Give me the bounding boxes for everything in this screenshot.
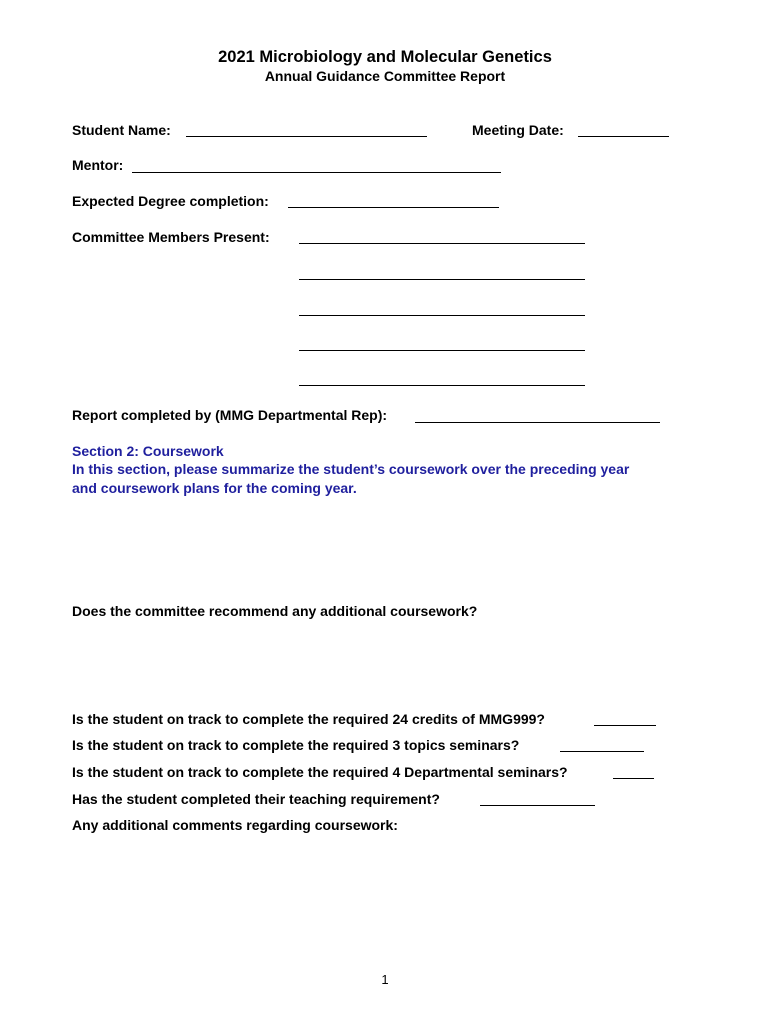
expected-degree-field[interactable] — [288, 207, 499, 208]
committee-member-field-2[interactable] — [299, 279, 585, 280]
topics-seminars-question: Is the student on track to complete the required 3 topics seminars? — [72, 737, 520, 753]
committee-member-field-3[interactable] — [299, 315, 585, 316]
document-subtitle: Annual Guidance Committee Report — [264, 68, 506, 84]
committee-member-field-5[interactable] — [299, 385, 585, 386]
report-completed-by-field[interactable] — [415, 422, 660, 423]
report-completed-by-label: Report completed by (MMG Departmental Rep): — [72, 407, 388, 423]
document-title: 2021 Microbiology and Molecular Genetics — [218, 48, 552, 66]
credits-mmg999-field[interactable] — [594, 725, 656, 726]
page-number: 1 — [381, 972, 389, 987]
meeting-date-label: Meeting Date: — [472, 122, 564, 138]
teaching-requirement-field[interactable] — [480, 805, 595, 806]
meeting-date-field[interactable] — [578, 136, 669, 137]
additional-coursework-question: Does the committee recommend any additional coursework? — [72, 603, 478, 619]
section-2-instruction-line-2: and coursework plans for the coming year. — [72, 480, 357, 496]
departmental-seminars-field[interactable] — [613, 778, 654, 779]
teaching-requirement-question: Has the student completed their teaching requirement? — [72, 791, 440, 807]
mentor-field[interactable] — [132, 172, 501, 173]
topics-seminars-field[interactable] — [560, 751, 644, 752]
credits-mmg999-question: Is the student on track to complete the required 24 credits of MMG999? — [72, 711, 545, 727]
mentor-label: Mentor: — [72, 157, 124, 173]
departmental-seminars-question: Is the student on track to complete the required 4 Departmental seminars? — [72, 764, 568, 780]
section-2-instruction-line-1: In this section, please summarize the student’s coursework over the preceding year — [72, 461, 630, 477]
section-2-heading: Section 2: Coursework — [72, 443, 224, 459]
student-name-label: Student Name: — [72, 122, 171, 138]
committee-member-field-4[interactable] — [299, 350, 585, 351]
student-name-field[interactable] — [186, 136, 427, 137]
additional-comments-label: Any additional comments regarding coursework: — [72, 817, 398, 833]
committee-members-label: Committee Members Present: — [72, 229, 270, 245]
committee-member-field-1[interactable] — [299, 243, 585, 244]
expected-degree-label: Expected Degree completion: — [72, 193, 269, 209]
